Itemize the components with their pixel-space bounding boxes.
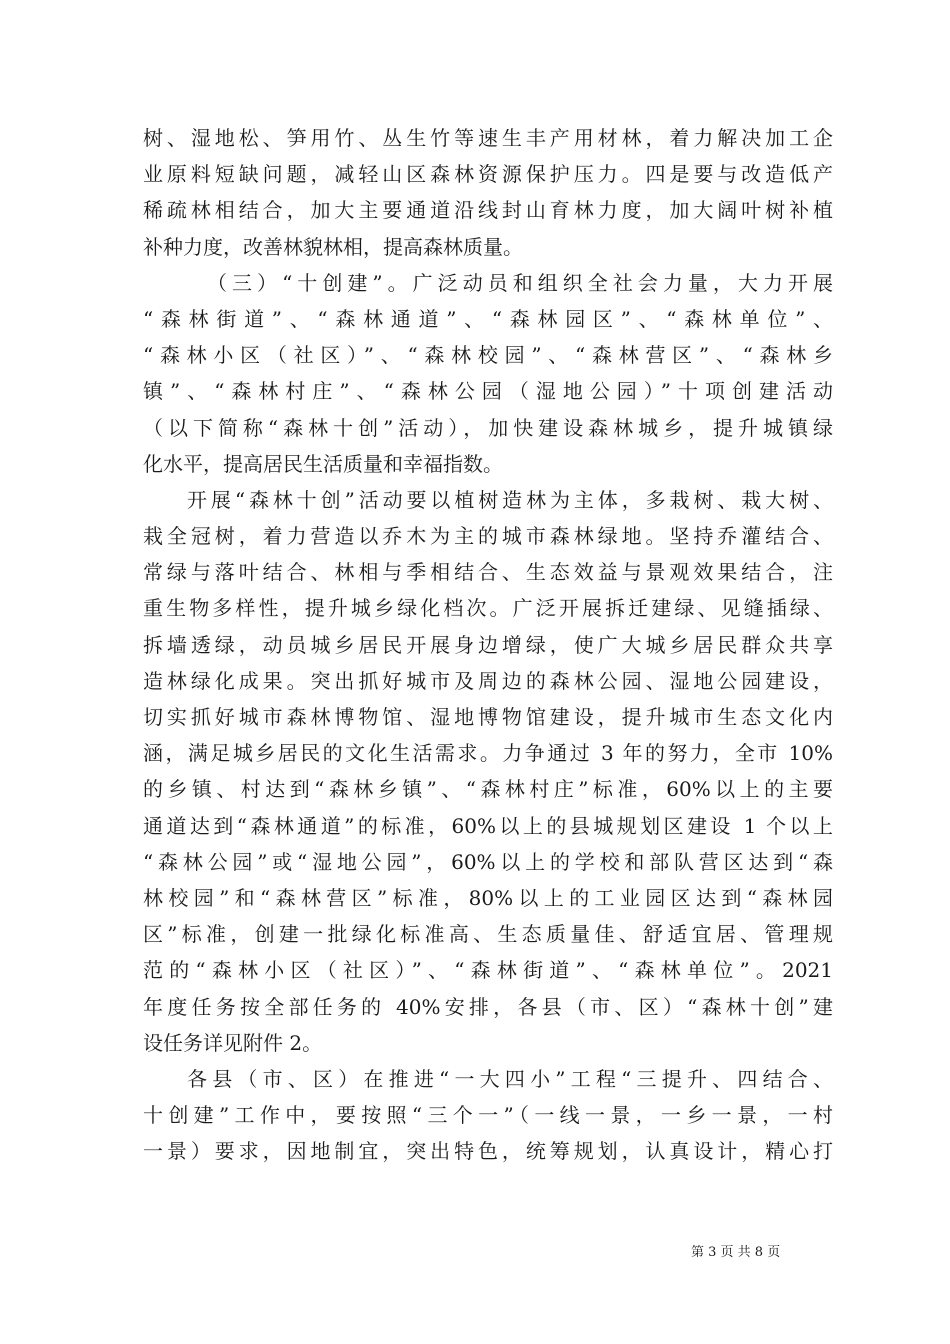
- text-line: 各县（市、区）在推进“一大四小”工程“三提升、四结合、: [187, 1066, 833, 1091]
- text-line: “森林公园”或“湿地公园”，60%以上的学校和部队营区达到“森: [143, 849, 833, 874]
- text-line: 通道达到“森林通道”的标准，60%以上的县城规划区建设 1 个以上: [143, 813, 833, 838]
- text-line: 涵，满足城乡居民的文化生活需求。力争通过 3 年的努力，全市 10%: [143, 741, 833, 766]
- text-line: 拆墙透绿，动员城乡居民开展身边增绿，使广大城乡居民群众共享: [143, 632, 833, 657]
- text-line: 树、湿地松、笋用竹、丛生竹等速生丰产用材林，着力解决加工企: [143, 126, 833, 150]
- text-line: 区”标准，创建一批绿化标准高、生态质量佳、舒适宜居、管理规: [143, 922, 833, 947]
- text-line: 十创建”工作中，要按照“三个一”（一线一景，一乡一景，一村: [143, 1103, 833, 1128]
- text-line: 栽全冠树，着力营造以乔木为主的城市森林绿地。坚持乔灌结合、: [143, 524, 833, 549]
- text-line: 一景）要求，因地制宜，突出特色，统筹规划，认真设计，精心打: [143, 1139, 833, 1164]
- text-line: 造林绿化成果。突出抓好城市及周边的森林公园、湿地公园建设，: [143, 668, 833, 693]
- text-line: 业原料短缺问题，减轻山区森林资源保护压力。四是要与改造低产: [143, 162, 833, 187]
- page-number-footer: 第 3 页 共 8 页: [691, 1245, 781, 1260]
- text-line: （以下简称“森林十创”活动），加快建设森林城乡，提升城镇绿: [143, 415, 833, 440]
- document-body: [143, 120, 833, 1169]
- text-line: 年度任务按全部任务的 40%安排，各县（市、区）“森林十创”建: [143, 994, 833, 1019]
- text-line: 化水平，提高居民生活质量和幸福指数。: [143, 451, 503, 476]
- text-line: 补种力度，改善林貌林相，提高森林质量。: [143, 234, 523, 259]
- text-line: 林校园”和“森林营区”标准，80%以上的工业园区达到“森林园: [143, 885, 833, 910]
- text-line: 常绿与落叶结合、林相与季相结合、生态效益与景观效果结合，注: [143, 560, 833, 585]
- text-line: 范的“森林小区（社区）”、“森林街道”、“森林单位”。2021: [143, 958, 833, 983]
- text-line: “森林街道”、“森林通道”、“森林园区”、“森林单位”、: [143, 306, 833, 331]
- text-line: 设任务详见附件 2。: [143, 1030, 323, 1055]
- text-line: 镇”、“森林村庄”、“森林公园（湿地公园）”十项创建活动: [143, 379, 833, 404]
- text-line: 稀疏林相结合，加大主要通道沿线封山育林力度，加大阔叶树补植: [143, 198, 833, 223]
- text-line: 重生物多样性，提升城乡绿化档次。广泛开展拆迁建绿、见缝插绿、: [143, 596, 833, 621]
- text-line: 的乡镇、村达到“森林乡镇”、“森林村庄”标准，60%以上的主要: [143, 777, 833, 802]
- text-line: “森林小区（社区）”、“森林校园”、“森林营区”、“森林乡: [143, 343, 833, 368]
- text-line: 切实抓好城市森林博物馆、湿地博物馆建设，提升城市生态文化内: [143, 705, 833, 729]
- text-line: 开展“森林十创”活动要以植树造林为主体，多栽树、栽大树、: [187, 487, 833, 512]
- section-heading-line: （三）“十创建”。广泛动员和组织全社会力量，大力开展: [207, 270, 833, 295]
